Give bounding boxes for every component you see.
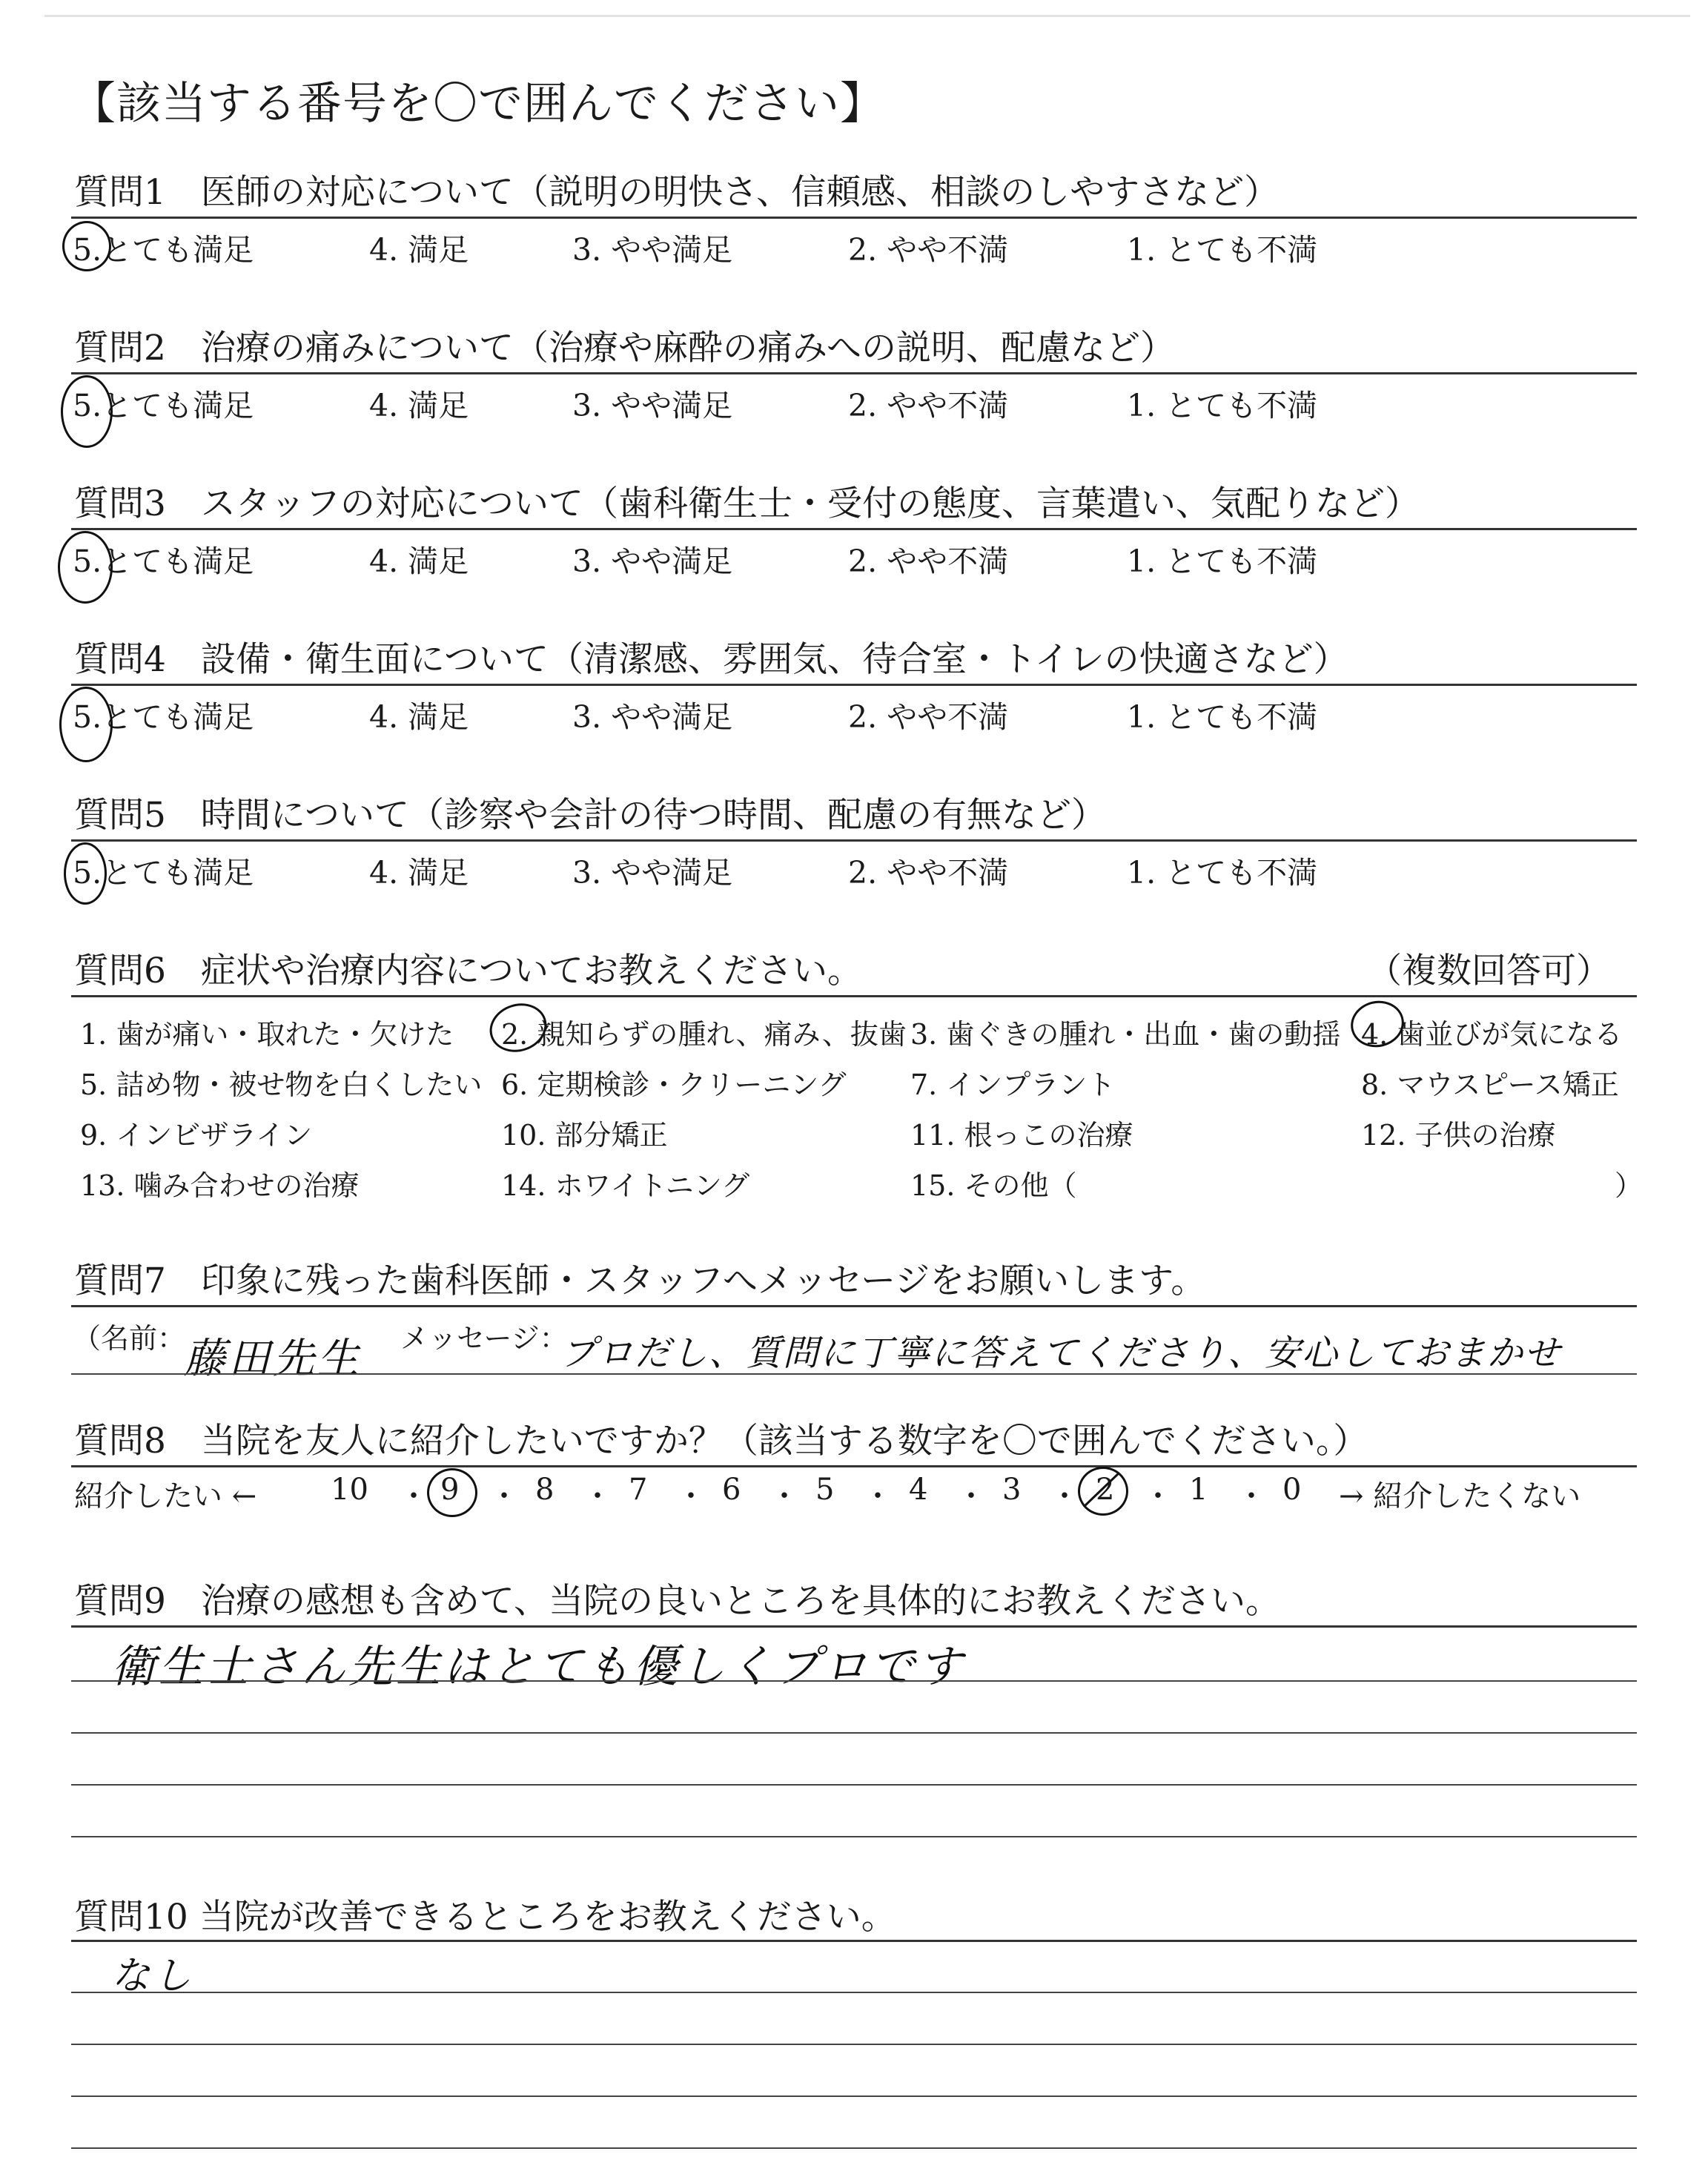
question-6-title: 質問6 症状や治療内容についてお教えください。 [74, 951, 862, 991]
q5-option-3[interactable]: 3. やや満足 [572, 855, 733, 891]
question-1-title: 質問1 医師の対応について（説明の明快さ、信頼感、相談のしやすさなど） [74, 172, 1280, 213]
question-7-rule [71, 1305, 1637, 1307]
q4-option-5[interactable]: 5.とても満足 [73, 699, 254, 735]
q5-option-2[interactable]: 2. やや不満 [848, 855, 1009, 891]
q8-scale-6[interactable]: 6 [722, 1473, 741, 1507]
q8-scale-dot: ・ [1143, 1479, 1173, 1513]
question-10-rule [71, 1940, 1637, 1942]
q2-option-2[interactable]: 2. やや不満 [848, 388, 1009, 423]
q6-item-7[interactable]: 7. インプラント [910, 1069, 1116, 1101]
q8-left-label: 紹介したい ← [74, 1479, 257, 1513]
q1-option-3[interactable]: 3. やや満足 [572, 232, 733, 268]
question-10-title: 質問10 当院が改善できるところをお教えください。 [74, 1897, 896, 1938]
question-8-rule [71, 1465, 1637, 1467]
q4-option-2[interactable]: 2. やや不満 [848, 699, 1009, 735]
question-7-underline [71, 1373, 1637, 1375]
q7-name-handwriting: 藤田先生 [184, 1335, 362, 1383]
question-5-rule [71, 839, 1637, 842]
q6-item-15-close-paren: ） [1615, 1169, 1644, 1202]
page-top-edge [44, 15, 1690, 17]
q6-item-11[interactable]: 11. 根っこの治療 [910, 1119, 1133, 1152]
question-1-rule [71, 217, 1637, 219]
q2-option-3[interactable]: 3. やや満足 [572, 388, 733, 423]
question-9-title: 質問9 治療の感想も含めて、当院の良いところを具体的にお教えください。 [74, 1581, 1280, 1622]
q3-option-1[interactable]: 1. とても不満 [1127, 544, 1318, 579]
page-heading: 【該当する番号を〇で囲んでください】 [71, 78, 885, 130]
q4-option-1[interactable]: 1. とても不満 [1127, 699, 1318, 735]
q9-line [71, 1680, 1637, 1682]
q6-item-9[interactable]: 9. インビザライン [80, 1119, 313, 1152]
q8-scale-0[interactable]: 0 [1282, 1473, 1302, 1507]
q9-answer-handwriting: 衛生士さん先生はとても優しくプロです [111, 1641, 965, 1693]
q8-right-label: → 紹介したくない [1339, 1479, 1581, 1513]
q1-selection-circle [62, 221, 111, 271]
q4-selection-circle [59, 687, 113, 762]
q6-item-10[interactable]: 10. 部分矯正 [501, 1119, 668, 1152]
question-2-title: 質問2 治療の痛みについて（治療や麻酔の痛みへの説明、配慮など） [74, 328, 1176, 369]
q5-option-4[interactable]: 4. 満足 [369, 855, 469, 891]
q8-scale-9[interactable]: 9 [440, 1473, 460, 1507]
q8-scale-10[interactable]: 10 [331, 1473, 368, 1507]
q7-message-handwriting: プロだし、質問に丁寧に答えてくださり、安心しておまかせ [560, 1332, 1562, 1374]
q8-scale-2[interactable]: 2 [1096, 1473, 1115, 1507]
q10-line [71, 1992, 1637, 1993]
q6-item-1[interactable]: 1. 歯が痛い・取れた・欠けた [80, 1018, 454, 1051]
q6-item-13[interactable]: 13. 噛み合わせの治療 [80, 1169, 360, 1202]
q5-option-5[interactable]: 5.とても満足 [73, 855, 254, 891]
q6-item-4[interactable]: 4. 歯並びが気になる [1361, 1018, 1623, 1051]
question-6-rule [71, 995, 1637, 997]
question-9-rule [71, 1625, 1637, 1628]
q7-message-label: メッセージ： [400, 1322, 568, 1355]
q1-option-1[interactable]: 1. とても不満 [1127, 232, 1318, 268]
q8-scale-dot: ・ [863, 1479, 893, 1513]
q8-scale-3[interactable]: 3 [1002, 1473, 1022, 1507]
q9-line [71, 1732, 1637, 1734]
q8-selection-circle-9 [427, 1468, 477, 1517]
q8-scale-7[interactable]: 7 [629, 1473, 648, 1507]
q10-line [71, 2044, 1637, 2045]
q8-scale-dot: ・ [769, 1479, 799, 1513]
q5-option-1[interactable]: 1. とても不満 [1127, 855, 1318, 891]
q10-answer-handwriting: なし [111, 1954, 195, 1998]
q6-item-14[interactable]: 14. ホワイトニング [501, 1169, 750, 1202]
q3-option-4[interactable]: 4. 満足 [369, 544, 469, 579]
q3-option-2[interactable]: 2. やや不満 [848, 544, 1009, 579]
q8-scale-dot: ・ [956, 1479, 986, 1513]
q9-line [71, 1836, 1637, 1837]
q8-scale-8[interactable]: 8 [535, 1473, 555, 1507]
q8-scale-4[interactable]: 4 [909, 1473, 928, 1507]
q8-scale-dot: ・ [583, 1479, 612, 1513]
q5-selection-circle [64, 842, 107, 905]
q4-option-4[interactable]: 4. 満足 [369, 699, 469, 735]
q3-option-5[interactable]: 5.とても満足 [73, 544, 254, 579]
q9-line [71, 1784, 1637, 1786]
q10-line [71, 2147, 1637, 2149]
question-3-rule [71, 528, 1637, 530]
q6-item-12[interactable]: 12. 子供の治療 [1361, 1119, 1556, 1152]
q1-option-5[interactable]: 5.とても満足 [73, 232, 254, 268]
q8-scale-1[interactable]: 1 [1189, 1473, 1208, 1507]
q6-item-2[interactable]: 2. 親知らずの腫れ、痛み、抜歯 [501, 1018, 907, 1051]
q6-item-8[interactable]: 8. マウスピース矯正 [1361, 1069, 1619, 1101]
question-6-note: （複数回答可） [1367, 951, 1611, 991]
q8-strike-mark-2 [1079, 1468, 1124, 1511]
question-4-title: 質問4 設備・衛生面について（清潔感、雰囲気、待合室・トイレの快適さなど） [74, 639, 1348, 680]
q1-option-2[interactable]: 2. やや不満 [848, 232, 1009, 268]
q6-item-5[interactable]: 5. 詰め物・被せ物を白くしたい [80, 1069, 483, 1101]
q8-scale-5[interactable]: 5 [815, 1473, 835, 1507]
q8-scale-dot: ・ [1237, 1479, 1266, 1513]
question-7-title: 質問7 印象に残った歯科医師・スタッフへメッセージをお願いします。 [74, 1261, 1206, 1301]
q8-scale-dot: ・ [399, 1479, 428, 1513]
q8-scale-dot: ・ [1050, 1479, 1079, 1513]
q2-option-4[interactable]: 4. 満足 [369, 388, 469, 423]
q1-option-4[interactable]: 4. 満足 [369, 232, 469, 268]
q7-name-label: （名前： [73, 1322, 186, 1355]
question-4-rule [71, 684, 1637, 686]
question-3-title: 質問3 スタッフの対応について（歯科衛生士・受付の態度、言葉遣い、気配りなど） [74, 483, 1420, 524]
q10-line [71, 2095, 1637, 2097]
question-8-title: 質問8 当院を友人に紹介したいですか？（該当する数字を〇で囲んでください。） [74, 1421, 1368, 1462]
q3-option-3[interactable]: 3. やや満足 [572, 544, 733, 579]
q6-item-3[interactable]: 3. 歯ぐきの腫れ・出血・歯の動揺 [910, 1018, 1341, 1051]
question-5-title: 質問5 時間について（診察や会計の待つ時間、配慮の有無など） [74, 795, 1106, 836]
question-2-rule [71, 372, 1637, 374]
q4-option-3[interactable]: 3. やや満足 [572, 699, 733, 735]
q6-item-6[interactable]: 6. 定期検診・クリーニング [501, 1069, 847, 1101]
q8-scale-dot: ・ [489, 1479, 519, 1513]
q8-scale-dot: ・ [676, 1479, 706, 1513]
q2-selection-circle [61, 375, 113, 448]
q2-option-1[interactable]: 1. とても不満 [1127, 388, 1318, 423]
q6-item-15[interactable]: 15. その他（ [910, 1169, 1077, 1202]
q3-selection-circle [58, 531, 113, 604]
q2-option-5[interactable]: 5.とても満足 [73, 388, 254, 423]
